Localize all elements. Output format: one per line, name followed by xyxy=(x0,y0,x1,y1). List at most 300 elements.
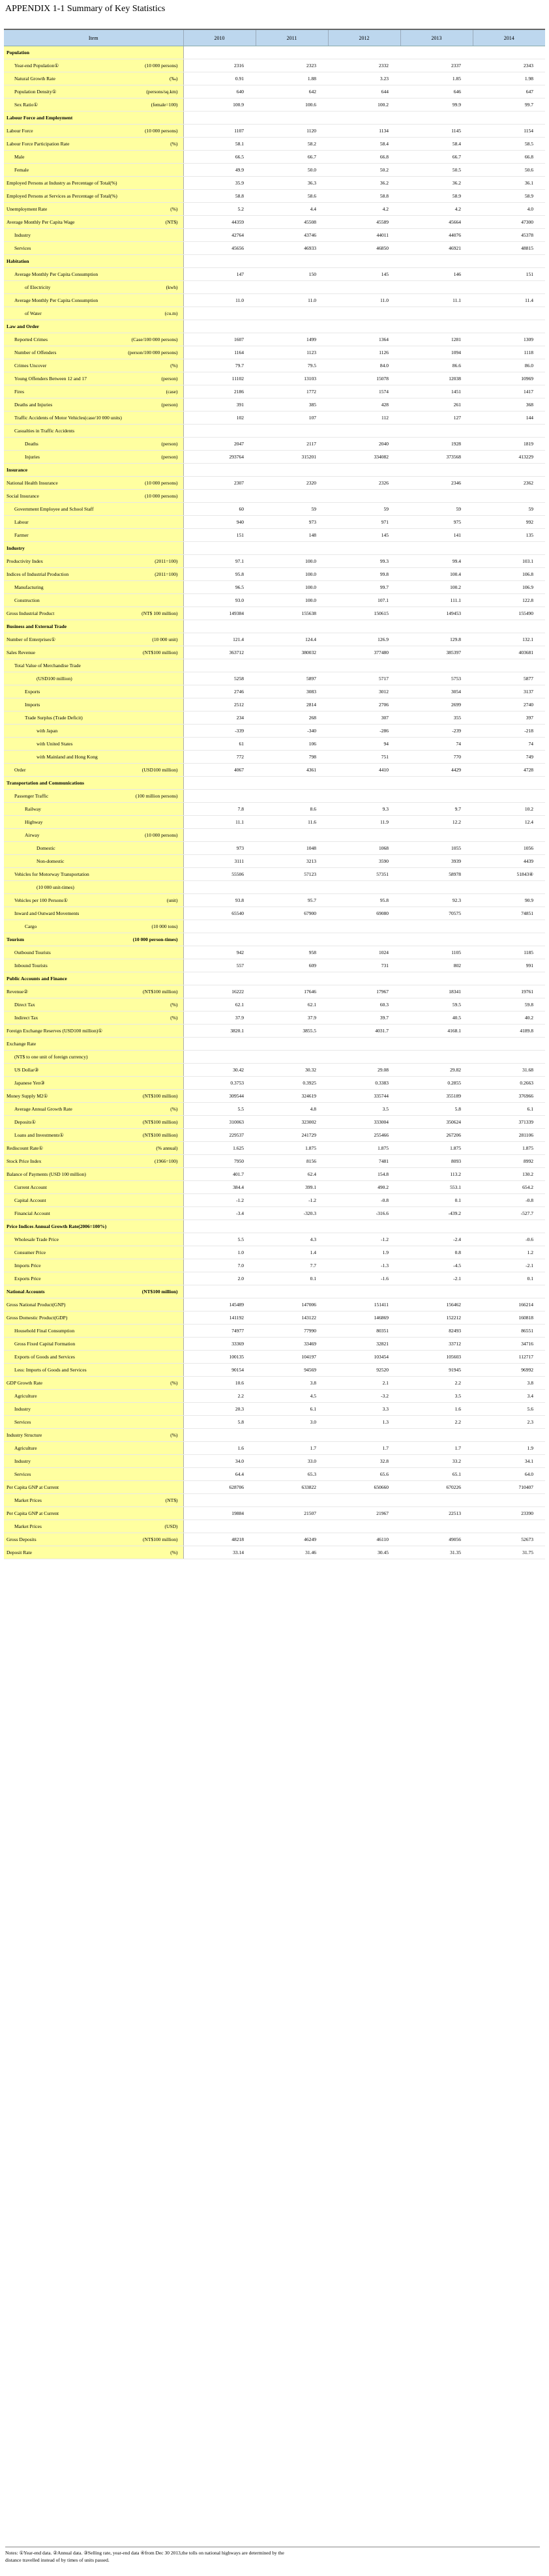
value-cell: 975 xyxy=(400,516,473,529)
value-cell: 11102 xyxy=(183,372,256,385)
row-label: Cargo xyxy=(25,923,37,929)
value-cell: 149453 xyxy=(400,607,473,620)
value-cell: 42764 xyxy=(183,229,256,242)
value-cell: 640 xyxy=(183,85,256,98)
row-label-cell xyxy=(4,320,183,333)
row-unit: (10 000 persons) xyxy=(145,832,178,838)
table-row xyxy=(4,85,545,98)
table-row xyxy=(4,1494,545,1507)
table-row xyxy=(4,412,545,425)
value-cell: 241729 xyxy=(256,1129,328,1142)
value-cell: 0.1 xyxy=(400,1194,473,1207)
value-cell: 3.5 xyxy=(400,1390,473,1403)
value-cell: 315201 xyxy=(256,451,328,464)
value-cell: 33712 xyxy=(400,1338,473,1351)
value-cell: 48218 xyxy=(183,1533,256,1546)
row-unit: (NT$100 million) xyxy=(142,1536,178,1542)
header-year: 2010 xyxy=(183,29,256,46)
value-cell: 1094 xyxy=(400,346,473,359)
row-unit xyxy=(174,193,178,199)
value-cell: 940 xyxy=(183,516,256,529)
row-label-cell xyxy=(4,1259,183,1272)
row-label: US Dollar③ xyxy=(14,1067,39,1073)
value-cell xyxy=(183,255,256,268)
table-row xyxy=(4,1311,545,1325)
value-cell: 5897 xyxy=(256,672,328,685)
value-cell: 7950 xyxy=(183,1155,256,1168)
value-cell xyxy=(473,255,545,268)
row-label-cell xyxy=(4,294,183,307)
row-label: Japanese Yen③ xyxy=(14,1080,45,1086)
row-unit xyxy=(174,532,178,538)
table-row xyxy=(4,1455,545,1468)
value-cell: 62.4 xyxy=(256,1168,328,1181)
value-cell: 3939 xyxy=(400,855,473,868)
value-cell xyxy=(400,464,473,477)
row-label: Passenger Traffic xyxy=(14,793,49,799)
value-cell: 942 xyxy=(183,946,256,959)
table-row xyxy=(4,646,545,659)
value-cell: 100.0 xyxy=(256,581,328,594)
row-unit: (%) xyxy=(170,1432,178,1438)
row-label: Services xyxy=(14,1419,31,1425)
value-cell: 1123 xyxy=(256,346,328,359)
value-cell: 150615 xyxy=(328,607,400,620)
value-cell: 99.3 xyxy=(328,555,400,568)
value-cell xyxy=(473,112,545,125)
row-label-cell xyxy=(4,1494,183,1507)
row-label-cell xyxy=(4,1246,183,1259)
header-year: 2014 xyxy=(473,29,545,46)
row-unit xyxy=(174,597,178,603)
value-cell: 3820.1 xyxy=(183,1025,256,1038)
value-cell: 130.2 xyxy=(473,1168,545,1181)
value-cell: 64.4 xyxy=(183,1468,256,1481)
value-cell: 324619 xyxy=(256,1090,328,1103)
table-row xyxy=(4,855,545,868)
value-cell xyxy=(328,777,400,790)
value-cell: 1118 xyxy=(473,346,545,359)
value-cell xyxy=(183,933,256,946)
value-cell: 148 xyxy=(256,529,328,542)
row-label-cell xyxy=(4,503,183,516)
row-unit xyxy=(174,689,178,695)
table-row xyxy=(4,698,545,711)
value-cell xyxy=(328,790,400,803)
row-label: Industry xyxy=(14,1406,31,1412)
value-cell: 37.9 xyxy=(256,1011,328,1025)
value-cell: 992 xyxy=(473,516,545,529)
value-cell: 1499 xyxy=(256,333,328,346)
value-cell: 113.2 xyxy=(400,1168,473,1181)
row-label: Labour Force xyxy=(7,128,33,134)
value-cell: 4410 xyxy=(328,764,400,777)
row-unit xyxy=(174,1471,178,1477)
value-cell: 3.8 xyxy=(473,1377,545,1390)
value-cell xyxy=(183,490,256,503)
value-cell: -2.1 xyxy=(400,1272,473,1285)
value-cell: 991 xyxy=(473,959,545,972)
section-header-row xyxy=(4,1285,545,1298)
table-row xyxy=(4,907,545,920)
row-label: Gross Domestic Product(GDP) xyxy=(7,1315,68,1321)
value-cell: 281106 xyxy=(473,1129,545,1142)
section-header-row xyxy=(4,777,545,790)
value-cell: 6.1 xyxy=(256,1403,328,1416)
row-label: Highway xyxy=(25,819,43,825)
value-cell: 553.1 xyxy=(400,1181,473,1194)
value-cell xyxy=(256,490,328,503)
row-label-cell xyxy=(4,385,183,398)
table-row xyxy=(4,203,545,216)
row-label-cell xyxy=(4,933,183,946)
table-row xyxy=(4,1233,545,1246)
value-cell: 121.4 xyxy=(183,633,256,646)
table-row xyxy=(4,1533,545,1546)
value-cell: 50.5 xyxy=(400,164,473,177)
value-cell: 58.4 xyxy=(400,138,473,151)
row-label: Indirect Tax xyxy=(14,1015,38,1021)
row-label: Casualties in Traffic Accidents xyxy=(14,428,75,434)
value-cell xyxy=(183,542,256,555)
row-label: Rediscount Rate① xyxy=(7,1145,44,1151)
value-cell xyxy=(256,933,328,946)
row-label-cell xyxy=(4,164,183,177)
value-cell: 66.7 xyxy=(256,151,328,164)
table-row xyxy=(4,633,545,646)
row-unit: (USD100 million) xyxy=(141,767,178,773)
value-cell: 59.8 xyxy=(473,998,545,1011)
row-label-cell xyxy=(4,1051,183,1064)
table-body xyxy=(4,46,545,1559)
row-label-cell xyxy=(4,438,183,451)
value-cell xyxy=(400,490,473,503)
value-cell: 58.9 xyxy=(473,190,545,203)
row-label-cell xyxy=(4,1429,183,1442)
table-row xyxy=(4,490,545,503)
value-cell: 710407 xyxy=(473,1481,545,1494)
row-label-cell xyxy=(4,738,183,751)
value-cell: 6.1 xyxy=(473,1103,545,1116)
row-label-cell xyxy=(4,1338,183,1351)
value-cell: 58.1 xyxy=(183,138,256,151)
row-label: Agriculture xyxy=(14,1445,37,1451)
row-label-cell xyxy=(4,946,183,959)
table-row xyxy=(4,868,545,881)
value-cell xyxy=(473,307,545,320)
value-cell: 0.8 xyxy=(400,1246,473,1259)
value-cell: 84.0 xyxy=(328,359,400,372)
row-unit xyxy=(174,1080,178,1086)
value-cell: 36.3 xyxy=(256,177,328,190)
row-label-cell xyxy=(4,1103,183,1116)
value-cell: 1107 xyxy=(183,125,256,138)
row-label-cell xyxy=(4,803,183,816)
row-label: Gross Industrial Product xyxy=(7,610,55,616)
row-label-cell xyxy=(4,1442,183,1455)
row-label: Farmer xyxy=(14,532,29,538)
value-cell: 772 xyxy=(183,751,256,764)
value-cell xyxy=(183,1038,256,1051)
row-label-cell xyxy=(4,112,183,125)
table-row xyxy=(4,985,545,998)
row-unit xyxy=(174,1197,178,1203)
value-cell: 5.8 xyxy=(183,1416,256,1429)
value-cell: 1048 xyxy=(256,842,328,855)
value-cell xyxy=(400,1038,473,1051)
row-label-cell xyxy=(4,72,183,85)
value-cell: 2323 xyxy=(256,59,328,72)
value-cell: 0.1 xyxy=(256,1272,328,1285)
value-cell: 1056 xyxy=(473,842,545,855)
value-cell: 50.2 xyxy=(328,164,400,177)
row-label-cell xyxy=(4,98,183,112)
value-cell: 307 xyxy=(328,711,400,725)
value-cell: 1154 xyxy=(473,125,545,138)
value-cell: 65.6 xyxy=(328,1468,400,1481)
row-label-cell xyxy=(4,1285,183,1298)
row-unit xyxy=(174,1302,178,1308)
value-cell xyxy=(473,464,545,477)
value-cell: 1607 xyxy=(183,333,256,346)
row-unit xyxy=(174,232,178,238)
value-cell: 2117 xyxy=(256,438,328,451)
row-unit xyxy=(174,1445,178,1451)
row-unit xyxy=(174,754,178,760)
value-cell: 45508 xyxy=(256,216,328,229)
value-cell: 36.2 xyxy=(400,177,473,190)
value-cell xyxy=(183,659,256,672)
row-label: Unemployment Rate xyxy=(7,206,48,212)
value-cell xyxy=(473,281,545,294)
value-cell: 1.3 xyxy=(328,1416,400,1429)
row-label-cell xyxy=(4,1077,183,1090)
value-cell xyxy=(328,881,400,894)
row-label: Injuries xyxy=(25,454,40,460)
value-cell: 749 xyxy=(473,751,545,764)
value-cell: 58.9 xyxy=(400,190,473,203)
value-cell: 1.0 xyxy=(183,1246,256,1259)
table-row xyxy=(4,1468,545,1481)
value-cell: 1281 xyxy=(400,333,473,346)
value-cell xyxy=(473,1220,545,1233)
value-cell: 770 xyxy=(400,751,473,764)
value-cell: 144 xyxy=(473,412,545,425)
value-cell: 46933 xyxy=(256,242,328,255)
value-cell: 46921 xyxy=(400,242,473,255)
value-cell: 15078 xyxy=(328,372,400,385)
value-cell xyxy=(183,829,256,842)
row-label-cell xyxy=(4,985,183,998)
row-unit xyxy=(174,154,178,160)
row-label: Wholesale Trade Price xyxy=(14,1236,59,1242)
value-cell: -3.2 xyxy=(328,1390,400,1403)
row-label: Consumer Price xyxy=(14,1250,46,1255)
value-cell: 2699 xyxy=(400,698,473,711)
value-cell: 323002 xyxy=(256,1116,328,1129)
row-label-cell xyxy=(4,972,183,985)
row-label: Order xyxy=(14,767,26,773)
row-unit xyxy=(174,1354,178,1360)
table-row xyxy=(4,1429,545,1442)
value-cell: 166214 xyxy=(473,1298,545,1311)
row-unit: (NT$100 million) xyxy=(141,1289,178,1295)
value-cell: 156462 xyxy=(400,1298,473,1311)
table-row xyxy=(4,1272,545,1285)
value-cell: 23390 xyxy=(473,1507,545,1520)
value-cell: 731 xyxy=(328,959,400,972)
value-cell: 4.8 xyxy=(256,1103,328,1116)
row-label-cell xyxy=(4,1233,183,1246)
table-row xyxy=(4,1090,545,1103)
table-row xyxy=(4,607,545,620)
row-label-cell xyxy=(4,829,183,842)
value-cell: 154.8 xyxy=(328,1168,400,1181)
value-cell: 1.875 xyxy=(473,1142,545,1155)
section-header-row xyxy=(4,464,545,477)
value-cell: 151 xyxy=(473,268,545,281)
section-header-row xyxy=(4,620,545,633)
value-cell: 66.8 xyxy=(473,151,545,164)
table-row xyxy=(4,372,545,385)
table-row xyxy=(4,790,545,803)
value-cell: 1.9 xyxy=(328,1246,400,1259)
table-row xyxy=(4,385,545,398)
row-unit: (case) xyxy=(166,389,178,395)
value-cell xyxy=(400,829,473,842)
row-label-cell xyxy=(4,1390,183,1403)
row-label-cell xyxy=(4,855,183,868)
table-row xyxy=(4,59,545,72)
row-label-cell xyxy=(4,568,183,581)
row-unit: (%) xyxy=(170,1106,178,1112)
row-unit xyxy=(174,741,178,747)
row-label-cell xyxy=(4,307,183,320)
row-unit: (persons/sq.km) xyxy=(146,89,178,95)
value-cell: 104197 xyxy=(256,1351,328,1364)
value-cell: -1.3 xyxy=(328,1259,400,1272)
table-row xyxy=(4,1168,545,1181)
section-header-row xyxy=(4,255,545,268)
table-row xyxy=(4,216,545,229)
value-cell xyxy=(400,307,473,320)
value-cell: 47300 xyxy=(473,216,545,229)
value-cell: 1120 xyxy=(256,125,328,138)
value-cell xyxy=(183,425,256,438)
row-label: Natural Growth Rate xyxy=(14,76,55,82)
value-cell: 13103 xyxy=(256,372,328,385)
table-row xyxy=(4,881,545,894)
value-cell: 151411 xyxy=(328,1298,400,1311)
row-label: Number of Enterprises① xyxy=(7,637,56,642)
value-cell: 7481 xyxy=(328,1155,400,1168)
value-cell: 4067 xyxy=(183,764,256,777)
value-cell: 2307 xyxy=(183,477,256,490)
value-cell: 2.3 xyxy=(473,1416,545,1429)
table-row xyxy=(4,229,545,242)
table-row xyxy=(4,1181,545,1194)
value-cell: 798 xyxy=(256,751,328,764)
table-row xyxy=(4,1507,545,1520)
value-cell: 45656 xyxy=(183,242,256,255)
value-cell: 29.08 xyxy=(328,1064,400,1077)
row-label-cell xyxy=(4,1298,183,1311)
value-cell: 1126 xyxy=(328,346,400,359)
row-label-cell xyxy=(4,125,183,138)
row-unit: (10 000 unit) xyxy=(152,637,178,642)
value-cell: 33.2 xyxy=(400,1455,473,1468)
value-cell: 413229 xyxy=(473,451,545,464)
row-label-cell xyxy=(4,1416,183,1429)
value-cell: 96.5 xyxy=(183,581,256,594)
row-unit: (female=100) xyxy=(151,102,178,108)
value-cell: 90.9 xyxy=(473,894,545,907)
row-unit xyxy=(174,1315,178,1321)
value-cell: 45664 xyxy=(400,216,473,229)
row-label-cell xyxy=(4,1129,183,1142)
table-row xyxy=(4,425,545,438)
value-cell: 103454 xyxy=(328,1351,400,1364)
value-cell: 2746 xyxy=(183,685,256,698)
value-cell: 44359 xyxy=(183,216,256,229)
value-cell xyxy=(400,972,473,985)
row-label-cell xyxy=(4,907,183,920)
value-cell: 3855.5 xyxy=(256,1025,328,1038)
value-cell: 5753 xyxy=(400,672,473,685)
row-unit xyxy=(174,258,178,264)
row-unit xyxy=(174,415,178,421)
value-cell: 557 xyxy=(183,959,256,972)
row-label: Trade Surplus (Trade Deficit) xyxy=(25,715,83,721)
row-label-cell xyxy=(4,555,183,568)
row-label: Services xyxy=(14,245,31,251)
row-unit: (10 000 persons) xyxy=(145,128,178,134)
row-unit xyxy=(174,676,178,681)
row-unit xyxy=(174,428,178,434)
row-label: (NT$ to one unit of foreign currency) xyxy=(14,1054,88,1060)
table-row xyxy=(4,1259,545,1272)
value-cell: 11.0 xyxy=(256,294,328,307)
row-unit: (person) xyxy=(161,402,178,408)
value-cell: 36.1 xyxy=(473,177,545,190)
value-cell xyxy=(400,881,473,894)
row-unit: (USD) xyxy=(164,1523,178,1529)
row-label: Sex Ratio① xyxy=(14,102,38,108)
value-cell: 49056 xyxy=(400,1533,473,1546)
value-cell: -439.2 xyxy=(400,1207,473,1220)
row-label: with Japan xyxy=(37,728,58,734)
value-cell: 102 xyxy=(183,412,256,425)
value-cell: 57351 xyxy=(328,868,400,881)
value-cell: 309544 xyxy=(183,1090,256,1103)
row-label-cell xyxy=(4,842,183,855)
value-cell: 152212 xyxy=(400,1311,473,1325)
row-unit xyxy=(174,1341,178,1347)
table-row xyxy=(4,1207,545,1220)
value-cell: 385 xyxy=(256,398,328,412)
value-cell xyxy=(183,320,256,333)
value-cell: 39.7 xyxy=(328,1011,400,1025)
table-header-row xyxy=(4,29,545,46)
table-row xyxy=(4,1246,545,1259)
value-cell: -339 xyxy=(183,725,256,738)
value-cell: 59 xyxy=(400,503,473,516)
row-label: Employed Persons at Services as Percentage of Total(%) xyxy=(7,193,117,199)
value-cell: 2332 xyxy=(328,59,400,72)
value-cell: 2.1 xyxy=(328,1377,400,1390)
value-cell xyxy=(256,1051,328,1064)
value-cell xyxy=(256,1220,328,1233)
